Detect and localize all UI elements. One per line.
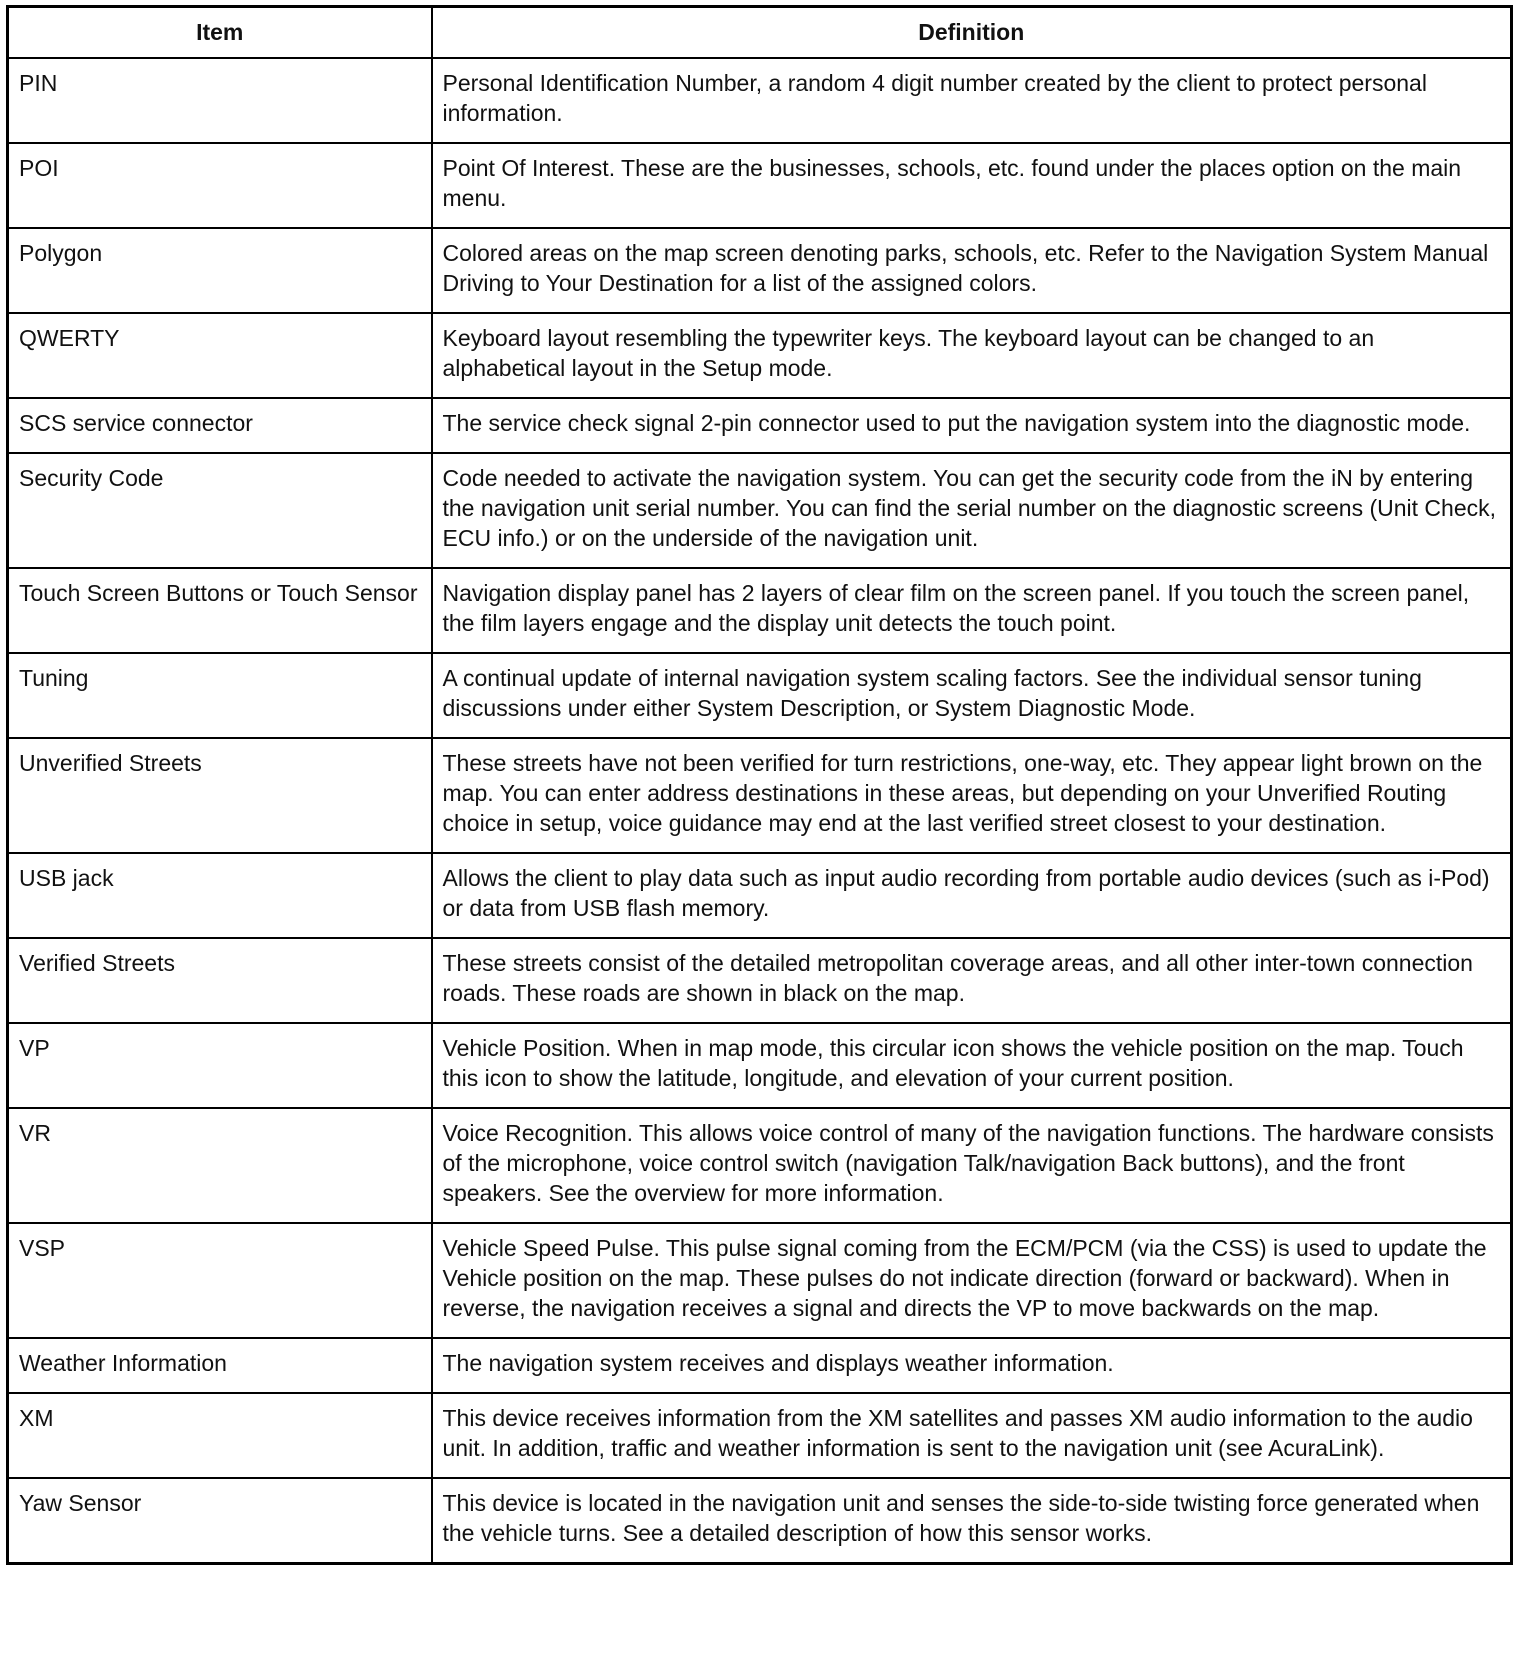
table-row [8,853,1512,938]
item-cell: SCS service connector [8,398,432,453]
item-cell: USB jack [8,853,432,938]
table-row [8,453,1512,568]
definition-cell: Voice Recognition. This allows voice control of many of the navigation functions. The hardware consists of the microphone, voice control switch (navigation Talk/navigation Back buttons), and the front speakers. See the overview for more information. [432,1108,1512,1223]
column-header-definition: Definition [432,7,1512,59]
table-row [8,1108,1512,1223]
table-row [8,313,1512,398]
item-cell: Tuning [8,653,432,738]
table-row [8,1223,1512,1338]
definition-cell: The navigation system receives and displays weather information. [432,1338,1512,1393]
item-cell: QWERTY [8,313,432,398]
definition-cell: Allows the client to play data such as input audio recording from portable audio devices (such as i-Pod) or data from USB flash memory. [432,853,1512,938]
table-row [8,143,1512,228]
table-row [8,938,1512,1023]
definition-cell: Navigation display panel has 2 layers of clear film on the screen panel. If you touch the screen panel, the film layers engage and the display unit detects the touch point. [432,568,1512,653]
definition-cell: A continual update of internal navigation system scaling factors. See the individual sensor tuning discussions under either System Description, or System Diagnostic Mode. [432,653,1512,738]
definition-cell: Keyboard layout resembling the typewriter keys. The keyboard layout can be changed to an alphabetical layout in the Setup mode. [432,313,1512,398]
item-cell: VP [8,1023,432,1108]
table-row [8,228,1512,313]
definition-cell: Vehicle Speed Pulse. This pulse signal coming from the ECM/PCM (via the CSS) is used to update the Vehicle position on the map. These pulses do not indicate direction (forward or backward). When in reverse, the navigation receives a signal and directs the VP to move backwards on the map. [432,1223,1512,1338]
definition-cell: Vehicle Position. When in map mode, this circular icon shows the vehicle position on the map. Touch this icon to show the latitude, longitude, and elevation of your current position. [432,1023,1512,1108]
table-row [8,1023,1512,1108]
item-cell: PIN [8,58,432,143]
definition-cell: Colored areas on the map screen denoting parks, schools, etc. Refer to the Navigation System Manual Driving to Your Destination for a list of the assigned colors. [432,228,1512,313]
item-cell: Polygon [8,228,432,313]
item-cell: Weather Information [8,1338,432,1393]
definition-cell: Code needed to activate the navigation system. You can get the security code from the iN by entering the navigation unit serial number. You can find the serial number on the diagnostic screens (Unit Check, ECU info.) or on the underside of the navigation unit. [432,453,1512,568]
table-row [8,738,1512,853]
definition-cell: Point Of Interest. These are the businesses, schools, etc. found under the places option on the main menu. [432,143,1512,228]
table-row [8,1393,1512,1478]
definition-cell: This device is located in the navigation unit and senses the side-to-side twisting force generated when the vehicle turns. See a detailed description of how this sensor works. [432,1478,1512,1564]
table-row [8,58,1512,143]
table-row [8,653,1512,738]
item-cell: Yaw Sensor [8,1478,432,1564]
item-cell: Unverified Streets [8,738,432,853]
column-header-item: Item [8,7,432,59]
item-cell: Verified Streets [8,938,432,1023]
table-row [8,1478,1512,1564]
table-row [8,398,1512,453]
glossary-table [6,5,1513,1565]
item-cell: XM [8,1393,432,1478]
table-row [8,1338,1512,1393]
table-row [8,568,1512,653]
definition-cell: The service check signal 2-pin connector used to put the navigation system into the diagnostic mode. [432,398,1512,453]
item-cell: POI [8,143,432,228]
definition-cell: These streets consist of the detailed metropolitan coverage areas, and all other inter-town connection roads. These roads are shown in black on the map. [432,938,1512,1023]
header-row [8,7,1512,59]
item-cell: VR [8,1108,432,1223]
definition-cell: These streets have not been verified for turn restrictions, one-way, etc. They appear light brown on the map. You can enter address destinations in these areas, but depending on your Unverified Routing choice in setup, voice guidance may end at the last verified street closest to your destination. [432,738,1512,853]
item-cell: VSP [8,1223,432,1338]
definition-cell: This device receives information from the XM satellites and passes XM audio information to the audio unit. In addition, traffic and weather information is sent to the navigation unit (see AcuraLink). [432,1393,1512,1478]
item-cell: Security Code [8,453,432,568]
item-cell: Touch Screen Buttons or Touch Sensor [8,568,432,653]
definition-cell: Personal Identification Number, a random 4 digit number created by the client to protect personal information. [432,58,1512,143]
